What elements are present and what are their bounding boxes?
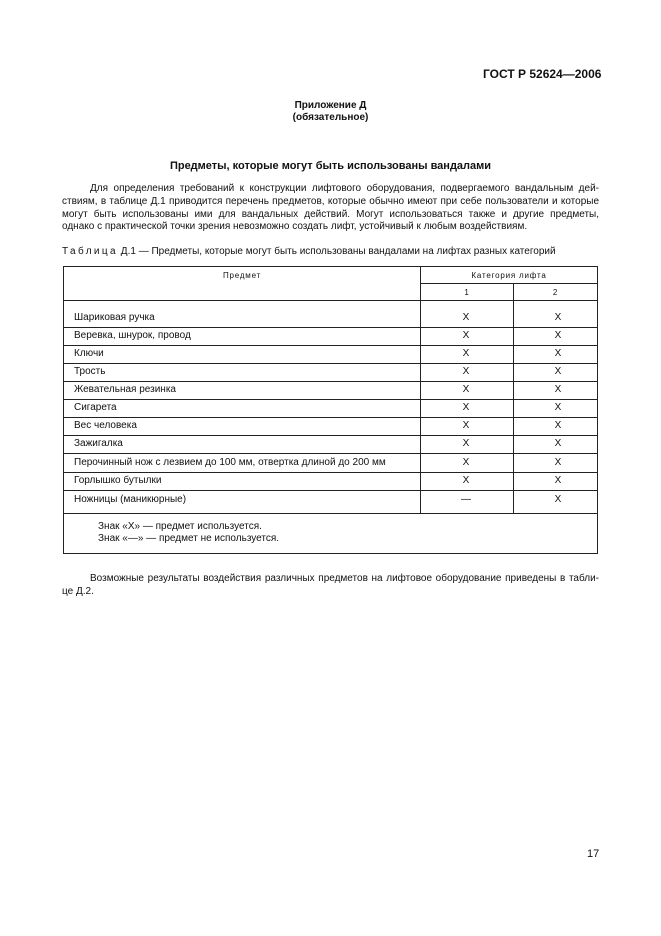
row-separator [63, 363, 598, 364]
table-column-divider [513, 283, 514, 513]
table-row-item: Ножницы (маникюрные) [74, 494, 187, 505]
table-footnote: Знак «—» — предмет не используется. [98, 533, 280, 544]
table-row-cat2: X [554, 348, 562, 359]
table-caption [62, 246, 556, 257]
appendix-status: (обязательное) [292, 112, 369, 123]
table-row-item: Веревка, шнурок, провод [74, 330, 191, 341]
table-border-right [597, 266, 598, 554]
table-footnote: Знак «X» — предмет используется. [98, 521, 262, 532]
table-row-cat1: X [462, 348, 470, 359]
row-separator [63, 453, 598, 454]
table-row-cat1: X [462, 366, 470, 377]
table-border-top [63, 266, 598, 267]
row-separator [63, 399, 598, 400]
table-row-cat1: X [462, 384, 470, 395]
header-item: Предмет [222, 271, 262, 280]
paragraph-line: Для определения требований к конструкции лифтового оборудования, подвергаемого вандальным дей- [90, 183, 599, 194]
row-separator [63, 327, 598, 328]
table-row-cat2: X [554, 457, 562, 468]
table-row-cat2: X [554, 475, 562, 486]
row-separator [63, 513, 598, 514]
table-row-item: Зажигалка [74, 438, 123, 449]
header-category: Категория лифта [471, 271, 547, 280]
intro-paragraph [62, 183, 599, 234]
table-column-divider [420, 266, 421, 513]
table-border-left [63, 266, 64, 554]
paragraph-line: могут быть использованы ими для вандальных действий. Могут использоваться также и другие предметы, [62, 208, 599, 220]
table-row-cat1: X [462, 402, 470, 413]
document-code: ГОСТ Р 52624—2006 [483, 67, 602, 81]
header-category-2: 2 [552, 288, 559, 297]
table-row-item: Шариковая ручка [74, 312, 155, 323]
table-row-cat1: X [462, 438, 470, 449]
table-row-cat2: X [554, 402, 562, 413]
page-number: 17 [587, 848, 600, 860]
section-heading: Предметы, которые могут быть использованы вандалами [169, 160, 492, 172]
closing-paragraph [62, 573, 599, 599]
row-separator [63, 345, 598, 346]
row-separator [63, 381, 598, 382]
table-row-cat1: — [461, 494, 471, 505]
table-row-item: Жевательная резинка [74, 384, 176, 395]
table-row-item: Горлышко бутылки [74, 475, 162, 486]
table-header-divider [420, 283, 598, 284]
table-row-cat1: X [462, 330, 470, 341]
table-row-item: Вес человека [74, 420, 137, 431]
appendix-title: Приложение Д [294, 100, 367, 111]
row-separator [63, 490, 598, 491]
table-row-cat1: X [462, 475, 470, 486]
table-row-item: Трость [74, 366, 106, 377]
table-row-item: Перочинный нож с лезвием до 100 мм, отвертка длиной до 200 мм [74, 457, 386, 468]
table-row-cat2: X [554, 384, 562, 395]
table-row-cat2: X [554, 312, 562, 323]
table-row-cat2: X [554, 438, 562, 449]
paragraph-line: Возможные результаты воздействия различных предметов на лифтовое оборудование приведены в табли- [90, 573, 599, 584]
row-separator [63, 417, 598, 418]
table-row-item: Сигарета [74, 402, 117, 413]
table-row-cat2: X [554, 330, 562, 341]
table-row-cat2: X [554, 366, 562, 377]
paragraph-line: це Д.2. [62, 585, 94, 597]
header-category-1: 1 [464, 288, 470, 297]
table-caption-prefix: Таблица [62, 246, 119, 257]
table-row-cat1: X [462, 457, 470, 468]
table-row-cat2: X [554, 420, 562, 431]
row-separator [63, 435, 598, 436]
table-row-cat2: X [554, 494, 562, 505]
table-caption-text: Д.1 — Предметы, которые могут быть использованы вандалами на лифтах разных категорий [120, 246, 556, 257]
table-row-cat1: X [462, 312, 470, 323]
table-row-item: Ключи [74, 348, 104, 359]
paragraph-line: ствиям, в таблице Д.1 приводится перечень предметов, которые обычно имеют при себе пользователи и которые [62, 195, 599, 207]
table-header-bottom [63, 300, 598, 301]
paragraph-line: однако с практической точки зрения невозможно создать лифт, устойчивый к любым воздействиям. [62, 221, 528, 233]
table-row-cat1: X [462, 420, 470, 431]
table-border-bottom [63, 553, 598, 554]
row-separator [63, 472, 598, 473]
